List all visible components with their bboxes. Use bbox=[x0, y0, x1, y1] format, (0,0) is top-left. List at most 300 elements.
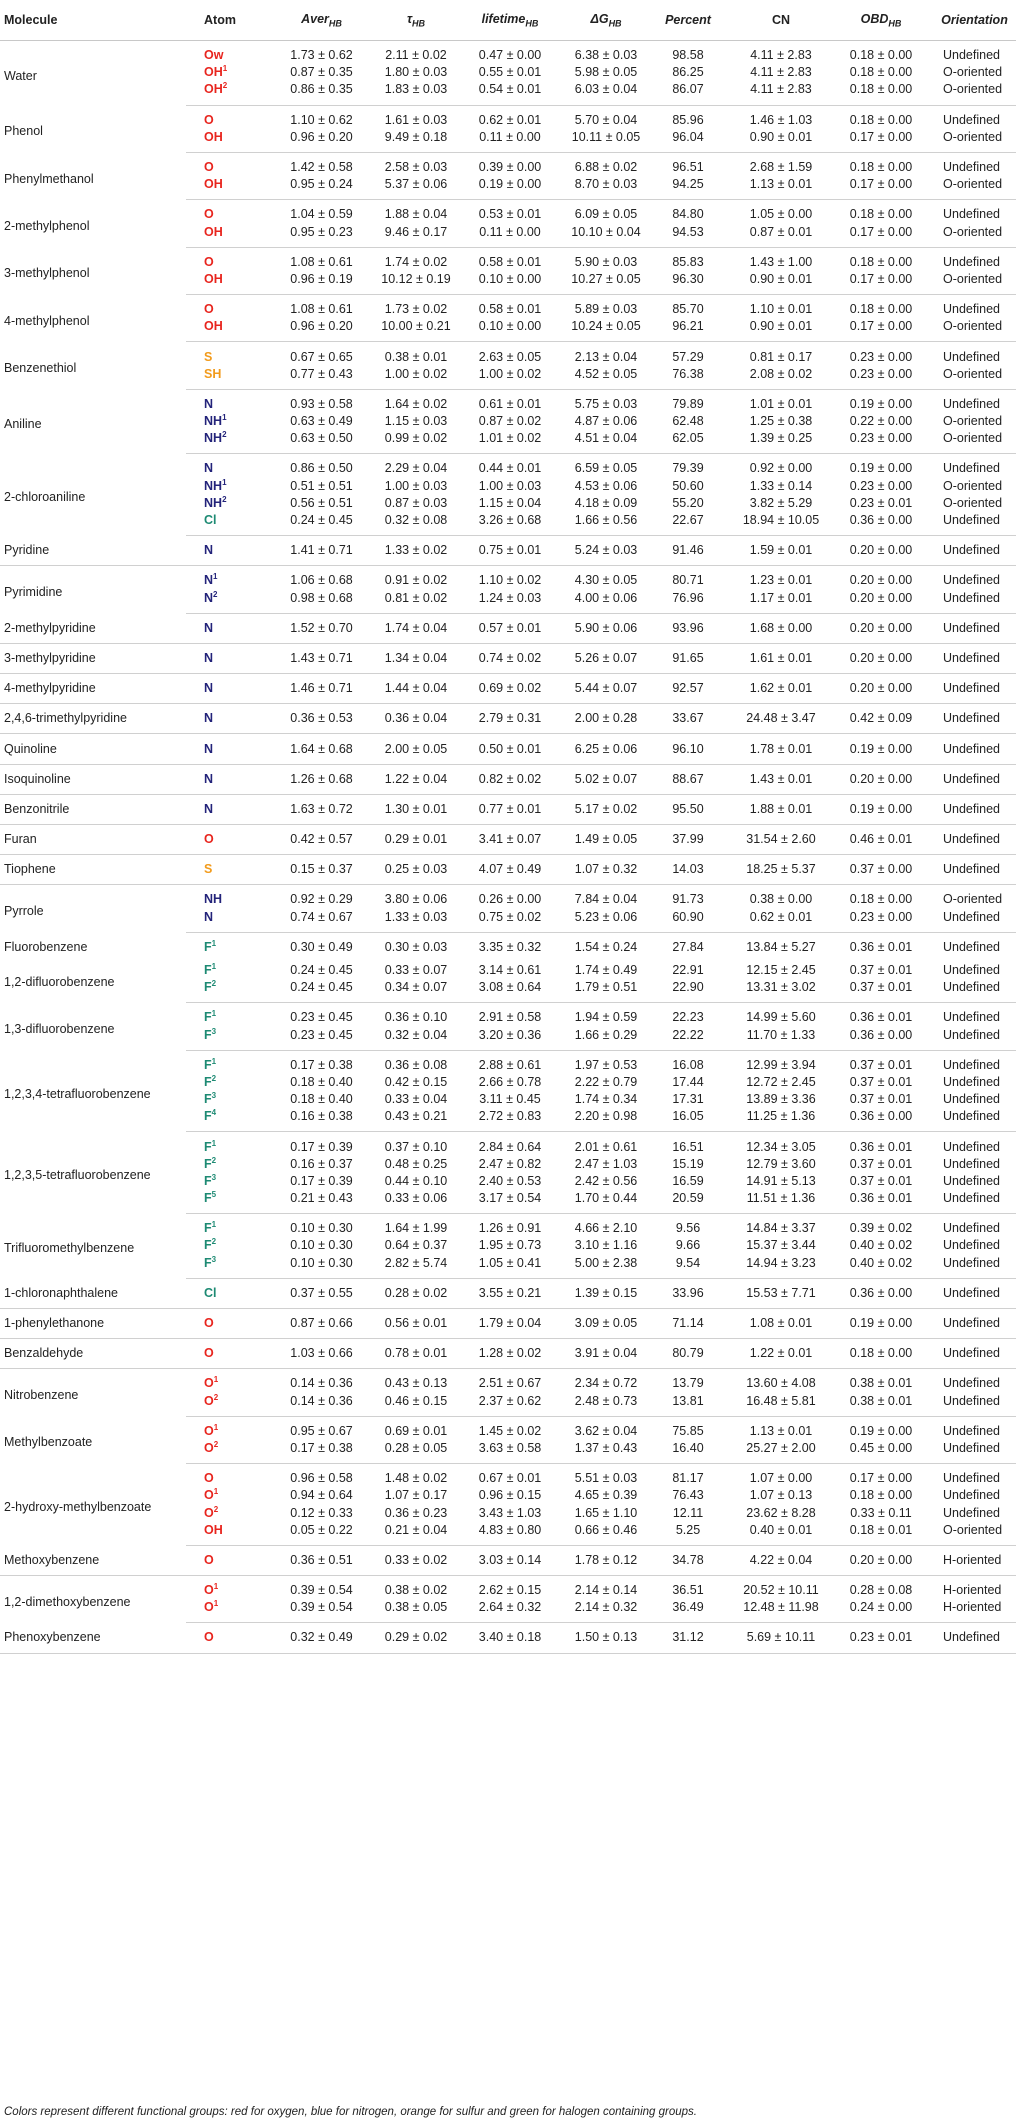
dg-cell: 4.30 ± 0.05 bbox=[574, 573, 638, 588]
atom-index: 2 bbox=[213, 589, 218, 599]
obd-cell: 0.17 ± 0.00 bbox=[839, 318, 923, 342]
percent-cell: 9.54 bbox=[653, 1255, 723, 1279]
molecule-group bbox=[0, 200, 1016, 247]
lifetime-cell: 0.53 ± 0.01 bbox=[478, 207, 542, 222]
dg-cell: 1.37 ± 0.43 bbox=[559, 1440, 653, 1464]
tau-cell: 0.44 ± 0.10 bbox=[384, 1173, 448, 1188]
percent-cell: 85.83 bbox=[672, 254, 704, 269]
lifetime-cell: 0.82 ± 0.02 bbox=[461, 764, 559, 794]
orientation-cell: Undefined bbox=[923, 1108, 1016, 1132]
dg-cell: 2.14 ± 0.14 bbox=[574, 1583, 638, 1598]
obd-cell: 0.37 ± 0.01 bbox=[849, 963, 913, 978]
atom-index: 1 bbox=[211, 1138, 217, 1148]
orientation-cell: Undefined bbox=[923, 1339, 1016, 1369]
tau-cell: 1.07 ± 0.17 bbox=[384, 1488, 448, 1503]
dg-cell: 8.70 ± 0.03 bbox=[559, 176, 653, 200]
obd-cell: 0.23 ± 0.00 bbox=[839, 430, 923, 454]
atom-label: F bbox=[204, 980, 212, 995]
lifetime-cell: 0.54 ± 0.01 bbox=[461, 81, 559, 105]
tau-cell: 0.99 ± 0.02 bbox=[371, 430, 461, 454]
molecule-group bbox=[0, 1132, 1016, 1214]
aver-cell: 0.15 ± 0.37 bbox=[272, 855, 371, 885]
percent-cell: 22.23 bbox=[672, 1010, 704, 1025]
aver-cell: 1.46 ± 0.71 bbox=[272, 674, 371, 704]
orientation-cell: Undefined bbox=[923, 704, 1016, 734]
dg-cell: 3.62 ± 0.04 bbox=[574, 1423, 638, 1438]
lifetime-cell: 0.61 ± 0.01 bbox=[478, 396, 542, 411]
tau-cell: 0.30 ± 0.03 bbox=[384, 939, 448, 954]
molecule-group bbox=[0, 41, 1016, 106]
obd-cell: 0.37 ± 0.01 bbox=[849, 1156, 913, 1171]
column-header-text: OBD bbox=[860, 11, 889, 26]
obd-cell: 0.22 ± 0.00 bbox=[849, 414, 913, 429]
aver-cell: 0.23 ± 0.45 bbox=[290, 1010, 353, 1025]
atom-label: N bbox=[204, 909, 214, 924]
orientation-cell: Undefined bbox=[923, 536, 1016, 566]
aver-cell: 0.10 ± 0.30 bbox=[290, 1238, 353, 1253]
lifetime-cell: 0.10 ± 0.00 bbox=[461, 271, 559, 295]
lifetime-cell: 0.75 ± 0.02 bbox=[461, 909, 559, 933]
atom-label: OH bbox=[204, 129, 223, 144]
atom-label: O bbox=[204, 1552, 214, 1567]
dg-cell: 5.90 ± 0.06 bbox=[559, 613, 653, 643]
percent-cell: 96.30 bbox=[653, 271, 723, 295]
column-header-obd bbox=[839, 0, 923, 41]
aver-cell: 1.64 ± 0.68 bbox=[272, 734, 371, 764]
atom-cell bbox=[186, 366, 272, 390]
atom-index: 1 bbox=[213, 1599, 219, 1609]
percent-cell: 96.04 bbox=[653, 129, 723, 153]
atom-label: Ow bbox=[204, 48, 224, 63]
obd-cell: 0.20 ± 0.00 bbox=[839, 674, 923, 704]
percent-cell: 86.25 bbox=[672, 65, 704, 80]
cn-cell: 1.78 ± 0.01 bbox=[723, 734, 839, 764]
column-header-text: lifetime bbox=[481, 11, 526, 26]
orientation-cell: Undefined bbox=[943, 112, 1000, 127]
percent-cell: 98.58 bbox=[672, 48, 704, 63]
orientation-cell: O-oriented bbox=[923, 318, 1016, 342]
atom-label: NH bbox=[204, 892, 223, 907]
dg-cell: 5.98 ± 0.05 bbox=[574, 65, 638, 80]
obd-cell: 0.37 ± 0.01 bbox=[849, 1057, 913, 1072]
atom-index: 1 bbox=[213, 1487, 219, 1497]
aver-cell: 0.98 ± 0.68 bbox=[272, 590, 371, 614]
dg-cell: 6.25 ± 0.06 bbox=[559, 734, 653, 764]
column-header-tau bbox=[371, 0, 461, 41]
dg-cell: 4.65 ± 0.39 bbox=[574, 1488, 638, 1503]
tau-cell: 0.28 ± 0.02 bbox=[371, 1278, 461, 1308]
table-row bbox=[0, 704, 1016, 734]
atom-label: F bbox=[204, 1173, 212, 1188]
aver-cell: 0.96 ± 0.19 bbox=[272, 271, 371, 295]
percent-cell: 76.96 bbox=[653, 590, 723, 614]
atom-cell bbox=[186, 643, 272, 673]
tau-cell: 0.43 ± 0.21 bbox=[371, 1108, 461, 1132]
lifetime-cell: 3.20 ± 0.36 bbox=[461, 1027, 559, 1051]
atom-cell bbox=[186, 1173, 272, 1190]
column-header-text: τ bbox=[406, 11, 413, 26]
dg-cell: 10.10 ± 0.04 bbox=[559, 224, 653, 248]
cn-cell: 13.89 ± 3.36 bbox=[746, 1092, 816, 1107]
orientation-cell: Undefined bbox=[943, 254, 1000, 269]
aver-cell: 1.04 ± 0.59 bbox=[290, 207, 353, 222]
obd-cell: 0.24 ± 0.00 bbox=[839, 1599, 923, 1623]
dg-cell: 1.66 ± 0.29 bbox=[559, 1027, 653, 1051]
orientation-cell: O-oriented bbox=[923, 224, 1016, 248]
table-row bbox=[0, 342, 1016, 366]
orientation-cell: Undefined bbox=[923, 1440, 1016, 1464]
cn-cell: 0.92 ± 0.00 bbox=[749, 461, 813, 476]
atom-cell bbox=[186, 1487, 272, 1504]
tau-cell: 9.46 ± 0.17 bbox=[371, 224, 461, 248]
molecule-group bbox=[0, 734, 1016, 764]
obd-cell: 0.19 ± 0.00 bbox=[849, 396, 913, 411]
dg-cell: 4.18 ± 0.09 bbox=[574, 495, 638, 510]
percent-cell: 96.10 bbox=[653, 734, 723, 764]
molecule-group bbox=[0, 956, 1016, 1003]
atom-cell bbox=[186, 885, 272, 909]
obd-cell: 0.18 ± 0.00 bbox=[849, 892, 913, 907]
cn-cell: 1.22 ± 0.01 bbox=[723, 1339, 839, 1369]
atom-label: F bbox=[204, 963, 212, 978]
cn-cell: 12.15 ± 2.45 bbox=[746, 963, 816, 978]
atom-cell bbox=[186, 389, 272, 413]
lifetime-cell: 2.72 ± 0.83 bbox=[461, 1108, 559, 1132]
tau-cell: 2.11 ± 0.02 bbox=[385, 48, 447, 63]
column-header-lifetime bbox=[461, 0, 559, 41]
dg-cell: 6.09 ± 0.05 bbox=[574, 207, 638, 222]
molecule-group bbox=[0, 794, 1016, 824]
orientation-cell: Undefined bbox=[943, 1238, 1000, 1253]
molecule-name-cell: 2-methylphenol bbox=[4, 219, 90, 233]
atom-label: OH bbox=[204, 271, 223, 286]
orientation-cell: Undefined bbox=[923, 1623, 1016, 1653]
atom-cell bbox=[186, 430, 272, 454]
obd-cell: 0.28 ± 0.08 bbox=[849, 1583, 913, 1598]
cn-cell: 20.52 ± 10.11 bbox=[743, 1583, 819, 1598]
molecule-group bbox=[0, 1545, 1016, 1575]
atom-index: 4 bbox=[211, 1108, 217, 1118]
percent-cell: 76.38 bbox=[653, 366, 723, 390]
obd-cell: 0.20 ± 0.00 bbox=[839, 643, 923, 673]
cn-cell: 11.25 ± 1.36 bbox=[723, 1108, 839, 1132]
atom-label: O bbox=[204, 832, 214, 847]
atom-cell bbox=[186, 1440, 272, 1464]
atom-cell bbox=[186, 566, 272, 590]
table-row bbox=[0, 794, 1016, 824]
aver-cell: 0.87 ± 0.66 bbox=[272, 1308, 371, 1338]
molecule-group bbox=[0, 1576, 1016, 1623]
tau-cell: 2.82 ± 5.74 bbox=[371, 1255, 461, 1279]
dg-cell: 3.91 ± 0.04 bbox=[559, 1339, 653, 1369]
atom-index: 1 bbox=[222, 412, 227, 422]
percent-cell: 22.91 bbox=[672, 963, 704, 978]
orientation-cell: Undefined bbox=[943, 573, 1000, 588]
cn-cell: 1.68 ± 0.00 bbox=[723, 613, 839, 643]
obd-cell: 0.20 ± 0.00 bbox=[839, 1545, 923, 1575]
aver-cell: 0.96 ± 0.58 bbox=[290, 1471, 353, 1486]
dg-cell: 4.53 ± 0.06 bbox=[574, 478, 638, 493]
table-row bbox=[0, 454, 1016, 478]
orientation-cell: O-oriented bbox=[943, 414, 1003, 429]
atom-index: 2 bbox=[213, 1392, 219, 1402]
cn-cell: 18.25 ± 5.37 bbox=[723, 855, 839, 885]
molecule-name-cell: 1,2,3,5-tetrafluorobenzene bbox=[4, 1168, 151, 1183]
cn-cell: 13.31 ± 3.02 bbox=[723, 979, 839, 1003]
atom-label: NH bbox=[204, 495, 223, 510]
percent-cell: 92.57 bbox=[653, 674, 723, 704]
orientation-cell: Undefined bbox=[923, 1308, 1016, 1338]
molecule-name-cell: 1,3-difluorobenzene bbox=[4, 1022, 115, 1036]
lifetime-cell: 1.79 ± 0.04 bbox=[461, 1308, 559, 1338]
atom-cell bbox=[186, 1464, 272, 1488]
dg-cell: 2.13 ± 0.04 bbox=[574, 349, 638, 364]
atom-label: O bbox=[204, 1376, 214, 1391]
lifetime-cell: 0.62 ± 0.01 bbox=[478, 112, 542, 127]
table-row bbox=[0, 536, 1016, 566]
cn-cell: 0.40 ± 0.01 bbox=[723, 1522, 839, 1546]
aver-cell: 0.63 ± 0.50 bbox=[272, 430, 371, 454]
orientation-cell: H-oriented bbox=[923, 1545, 1016, 1575]
atom-cell bbox=[186, 81, 272, 105]
tau-cell: 0.69 ± 0.01 bbox=[384, 1423, 448, 1438]
atom-cell bbox=[186, 1369, 272, 1393]
molecule-name-cell: 2-methylpyridine bbox=[0, 613, 186, 643]
atom-cell bbox=[186, 1278, 272, 1308]
lifetime-cell: 0.69 ± 0.02 bbox=[461, 674, 559, 704]
obd-cell: 0.18 ± 0.00 bbox=[849, 1488, 913, 1503]
aver-cell: 1.26 ± 0.68 bbox=[272, 764, 371, 794]
percent-cell: 60.90 bbox=[653, 909, 723, 933]
dg-cell: 2.20 ± 0.98 bbox=[559, 1108, 653, 1132]
aver-cell: 0.39 ± 0.54 bbox=[272, 1599, 371, 1623]
cn-cell: 5.69 ± 10.11 bbox=[723, 1623, 839, 1653]
aver-cell: 0.30 ± 0.49 bbox=[290, 939, 353, 954]
atom-cell bbox=[186, 932, 272, 956]
atom-label: NH bbox=[204, 414, 223, 429]
obd-cell: 0.19 ± 0.00 bbox=[839, 794, 923, 824]
molecule-name-cell: 3-methylphenol bbox=[4, 266, 90, 281]
obd-cell: 0.37 ± 0.01 bbox=[849, 1074, 913, 1089]
percent-cell: 12.11 bbox=[672, 1505, 704, 1520]
table-row bbox=[0, 613, 1016, 643]
atom-label: F bbox=[204, 1255, 212, 1270]
atom-cell bbox=[186, 271, 272, 295]
column-header-molecule bbox=[0, 0, 186, 41]
tau-cell: 0.34 ± 0.07 bbox=[371, 979, 461, 1003]
cn-cell: 1.39 ± 0.25 bbox=[723, 430, 839, 454]
atom-cell bbox=[186, 152, 272, 176]
atom-cell bbox=[186, 512, 272, 536]
table-row bbox=[0, 1416, 1016, 1440]
orientation-cell: Undefined bbox=[923, 643, 1016, 673]
dg-cell: 2.22 ± 0.79 bbox=[574, 1074, 638, 1089]
molecule-group bbox=[0, 643, 1016, 673]
atom-index: 3 bbox=[211, 1172, 217, 1182]
molecule-group bbox=[0, 536, 1016, 566]
atom-cell bbox=[186, 613, 272, 643]
molecule-group bbox=[0, 342, 1016, 389]
molecule-group bbox=[0, 1464, 1016, 1546]
atom-index: 2 bbox=[222, 494, 227, 504]
tau-cell: 10.12 ± 0.19 bbox=[371, 271, 461, 295]
table-row bbox=[0, 825, 1016, 855]
atom-index: 2 bbox=[211, 1073, 217, 1083]
lifetime-cell: 3.43 ± 1.03 bbox=[478, 1505, 542, 1520]
percent-cell: 22.22 bbox=[653, 1027, 723, 1051]
tau-cell: 0.29 ± 0.02 bbox=[371, 1623, 461, 1653]
dg-cell: 1.66 ± 0.56 bbox=[559, 512, 653, 536]
tau-cell: 10.00 ± 0.21 bbox=[371, 318, 461, 342]
column-header-subscript: HB bbox=[888, 18, 902, 29]
cn-cell: 14.99 ± 5.60 bbox=[746, 1010, 816, 1025]
aver-cell: 0.56 ± 0.51 bbox=[290, 495, 353, 510]
cn-cell: 31.54 ± 2.60 bbox=[723, 825, 839, 855]
lifetime-cell: 3.17 ± 0.54 bbox=[461, 1190, 559, 1214]
tau-cell: 2.00 ± 0.05 bbox=[371, 734, 461, 764]
table-row bbox=[0, 734, 1016, 764]
column-header-percent bbox=[653, 0, 723, 41]
percent-cell: 17.44 bbox=[672, 1074, 704, 1089]
obd-cell: 0.20 ± 0.00 bbox=[839, 536, 923, 566]
lifetime-cell: 3.08 ± 0.64 bbox=[461, 979, 559, 1003]
percent-cell: 94.53 bbox=[653, 224, 723, 248]
lifetime-cell: 1.05 ± 0.41 bbox=[461, 1255, 559, 1279]
molecule-name-cell: Benzonitrile bbox=[0, 794, 186, 824]
dg-cell: 1.65 ± 1.10 bbox=[574, 1505, 638, 1520]
atom-index: 1 bbox=[211, 961, 217, 971]
atom-label: F bbox=[204, 1221, 212, 1236]
lifetime-cell: 1.45 ± 0.02 bbox=[478, 1423, 542, 1438]
cn-cell: 4.11 ± 2.83 bbox=[723, 81, 839, 105]
molecule-name-cell: Phenoxybenzene bbox=[0, 1623, 186, 1653]
dg-cell: 6.03 ± 0.04 bbox=[559, 81, 653, 105]
atom-index: 2 bbox=[213, 1439, 219, 1449]
orientation-cell: Undefined bbox=[943, 963, 1000, 978]
percent-cell: 91.46 bbox=[653, 536, 723, 566]
atom-cell bbox=[186, 64, 272, 81]
tau-cell: 0.33 ± 0.07 bbox=[384, 963, 448, 978]
molecule-group bbox=[0, 1339, 1016, 1369]
column-header-atom bbox=[186, 0, 272, 41]
obd-cell: 0.19 ± 0.00 bbox=[849, 461, 913, 476]
column-header-subscript: HB bbox=[608, 18, 622, 29]
atom-index: 1 bbox=[211, 1056, 217, 1066]
dg-cell: 1.49 ± 0.05 bbox=[559, 825, 653, 855]
molecule-name-cell: Fluorobenzene bbox=[4, 939, 88, 954]
molecule-name-cell: Isoquinoline bbox=[0, 764, 186, 794]
percent-cell: 75.85 bbox=[672, 1423, 704, 1438]
dg-cell: 4.87 ± 0.06 bbox=[574, 414, 638, 429]
dg-cell: 5.44 ± 0.07 bbox=[559, 674, 653, 704]
obd-cell: 0.37 ± 0.01 bbox=[849, 1173, 913, 1188]
aver-cell: 0.23 ± 0.45 bbox=[272, 1027, 371, 1051]
table-row bbox=[0, 1464, 1016, 1488]
dg-cell: 1.74 ± 0.34 bbox=[574, 1092, 638, 1107]
atom-cell bbox=[186, 1003, 272, 1027]
dg-cell: 1.74 ± 0.49 bbox=[574, 963, 638, 978]
lifetime-cell: 0.58 ± 0.01 bbox=[478, 302, 542, 317]
atom-label: O bbox=[204, 1346, 214, 1361]
atom-cell bbox=[186, 764, 272, 794]
percent-cell: 33.96 bbox=[653, 1278, 723, 1308]
obd-cell: 0.36 ± 0.00 bbox=[839, 1027, 923, 1051]
atom-label: F bbox=[204, 939, 212, 954]
cn-cell: 1.17 ± 0.01 bbox=[723, 590, 839, 614]
orientation-cell: Undefined bbox=[943, 1057, 1000, 1072]
column-header-subscript: HB bbox=[412, 18, 426, 29]
aver-cell: 1.10 ± 0.62 bbox=[290, 112, 353, 127]
percent-cell: 94.25 bbox=[653, 176, 723, 200]
column-header-subscript: HB bbox=[328, 18, 342, 29]
tau-cell: 0.91 ± 0.02 bbox=[384, 573, 448, 588]
molecule-name-cell: Benzaldehyde bbox=[0, 1339, 186, 1369]
aver-cell: 0.05 ± 0.22 bbox=[272, 1522, 371, 1546]
percent-cell: 34.78 bbox=[653, 1545, 723, 1575]
cn-cell: 1.23 ± 0.01 bbox=[749, 573, 813, 588]
molecule-group bbox=[0, 764, 1016, 794]
aver-cell: 0.74 ± 0.67 bbox=[272, 909, 371, 933]
obd-cell: 0.40 ± 0.02 bbox=[849, 1238, 913, 1253]
percent-cell: 22.67 bbox=[653, 512, 723, 536]
atom-label: O bbox=[204, 1393, 214, 1408]
cn-cell: 1.88 ± 0.01 bbox=[723, 794, 839, 824]
lifetime-cell: 0.87 ± 0.02 bbox=[478, 414, 542, 429]
aver-cell: 1.73 ± 0.62 bbox=[290, 48, 353, 63]
molecule-name-cell: Pyrimidine bbox=[4, 585, 63, 600]
dg-cell: 4.00 ± 0.06 bbox=[559, 590, 653, 614]
atom-cell bbox=[186, 979, 272, 1003]
obd-cell: 0.36 ± 0.01 bbox=[849, 1139, 913, 1154]
molecule-group bbox=[0, 1278, 1016, 1308]
orientation-cell: Undefined bbox=[943, 48, 1000, 63]
molecule-name-cell: Tiophene bbox=[0, 855, 186, 885]
cn-cell: 4.11 ± 2.83 bbox=[750, 48, 812, 63]
aver-cell: 0.12 ± 0.33 bbox=[290, 1505, 353, 1520]
cn-cell: 25.27 ± 2.00 bbox=[723, 1440, 839, 1464]
orientation-cell: Undefined bbox=[943, 1423, 1000, 1438]
atom-label: O bbox=[204, 1583, 214, 1598]
table-row bbox=[0, 1003, 1016, 1027]
aver-cell: 0.95 ± 0.23 bbox=[272, 224, 371, 248]
atom-index: 1 bbox=[213, 1422, 219, 1432]
atom-label: N bbox=[204, 741, 214, 756]
dg-cell: 4.66 ± 2.10 bbox=[574, 1221, 638, 1236]
atom-label: O bbox=[204, 1423, 214, 1438]
atom-cell bbox=[186, 105, 272, 129]
dg-cell: 1.54 ± 0.24 bbox=[574, 939, 638, 954]
percent-cell: 55.20 bbox=[672, 495, 704, 510]
orientation-cell: Undefined bbox=[943, 1471, 1000, 1486]
table-row bbox=[0, 956, 1016, 979]
aver-cell: 1.42 ± 0.58 bbox=[290, 160, 353, 175]
table-row bbox=[0, 885, 1016, 909]
obd-cell: 0.19 ± 0.00 bbox=[839, 734, 923, 764]
dg-cell: 1.94 ± 0.59 bbox=[574, 1010, 638, 1025]
cn-cell: 2.68 ± 1.59 bbox=[749, 160, 813, 175]
dg-cell: 5.75 ± 0.03 bbox=[574, 396, 638, 411]
atom-label: F bbox=[204, 1074, 212, 1089]
atom-label: F bbox=[204, 1010, 212, 1025]
atom-cell bbox=[186, 1027, 272, 1051]
atom-cell bbox=[186, 1599, 272, 1623]
lifetime-cell: 2.66 ± 0.78 bbox=[478, 1074, 542, 1089]
tau-cell: 0.87 ± 0.03 bbox=[384, 495, 448, 510]
molecule-name-cell: Aniline bbox=[4, 417, 42, 432]
table-row bbox=[0, 41, 1016, 65]
table-row bbox=[0, 389, 1016, 413]
atom-cell bbox=[186, 342, 272, 366]
